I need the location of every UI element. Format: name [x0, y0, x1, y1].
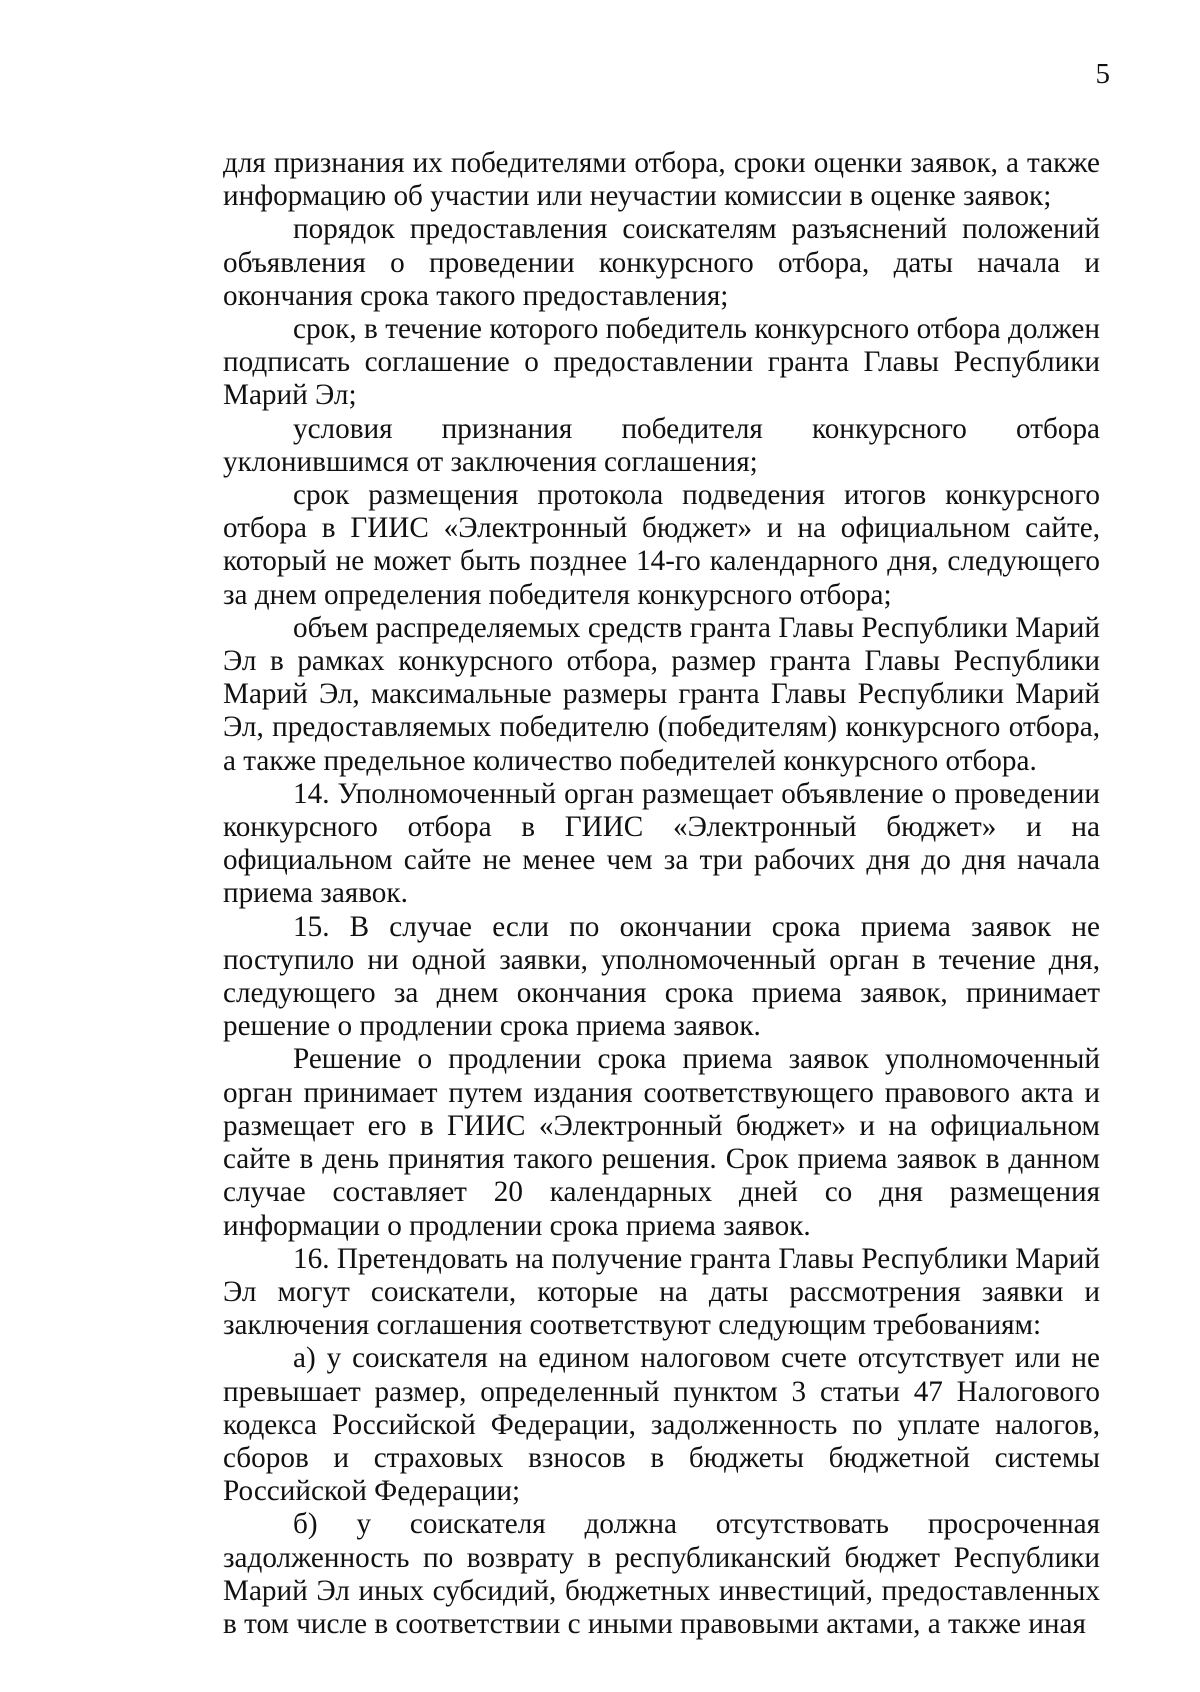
paragraph-item-16a: а) у соискателя на едином налоговом счете отсутствует или не превышает размер, определенный пунктом 3 статьи 47 Налогового кодекса Российской Федерации, задолженность по уплате налогов, сборов и страховых взносов в бюджеты бюджетной системы Российской Федерации; — [223, 1342, 1100, 1508]
paragraph-evasion-conditions: условия признания победителя конкурсного отбора уклонившимся от заключения соглашения; — [223, 412, 1100, 478]
paragraph-signing-deadline: срок, в течение которого победитель конкурсного отбора должен подписать соглашение о предоставлении гранта Главы Республики Марий Эл; — [223, 313, 1100, 412]
paragraph-item-14: 14. Уполномоченный орган размещает объявление о проведении конкурсного отбора в ГИИС «Электронный бюджет» и на официальном сайте не менее чем за три рабочих дня до дня начала приема заявок. — [223, 777, 1100, 910]
paragraph-extension-decision: Решение о продлении срока приема заявок уполномоченный орган принимает путем издания соответствующего правового акта и размещает его в ГИИС «Электронный бюджет» и на официальном сайте в день принятия такого решения. Срок приема заявок в данном случае составляет 20 календарных дней со дня размещения информации о продлении срока приема заявок. — [223, 1043, 1100, 1242]
paragraph-clarification-procedure: порядок предоставления соискателям разъяснений положений объявления о проведении конкурсного отбора, даты начала и окончания срока такого предоставления; — [223, 213, 1100, 312]
page-number: 5 — [1095, 58, 1110, 90]
document-body — [223, 147, 1100, 1641]
paragraph-grant-volume: объем распределяемых средств гранта Главы Республики Марий Эл в рамках конкурсного отбора, размер гранта Главы Республики Марий Эл, максимальные размеры гранта Главы Республики Марий Эл, предоставляемых победителю (победителям) конкурсного отбора, а также предельное количество победителей конкурсного отбора. — [223, 611, 1100, 777]
paragraph-item-15: 15. В случае если по окончании срока приема заявок не поступило ни одной заявки, уполномоченный орган в течение дня, следующего за днем окончания срока приема заявок, принимает решение о продлении срока приема заявок. — [223, 910, 1100, 1043]
paragraph-item-16: 16. Претендовать на получение гранта Главы Республики Марий Эл могут соискатели, которые на даты рассмотрения заявки и заключения соглашения соответствуют следующим требованиям: — [223, 1242, 1100, 1342]
paragraph-item-16b: б) у соискателя должна отсутствовать просроченная задолженность по возврату в республиканский бюджет Республики Марий Эл иных субсидий, бюджетных инвестиций, предоставленных в том числе в соответствии с иными правовыми актами, а также иная — [223, 1508, 1100, 1640]
paragraph-protocol-deadline: срок размещения протокола подведения итогов конкурсного отбора в ГИИС «Электронный бюджет» и на официальном сайте, который не может быть позднее 14-го календарного дня, следующего за днем определения победителя конкурсного отбора; — [223, 479, 1100, 611]
paragraph-continuation: для признания их победителями отбора, сроки оценки заявок, а также информацию об участии или неучастии комиссии в оценке заявок; — [223, 147, 1100, 213]
